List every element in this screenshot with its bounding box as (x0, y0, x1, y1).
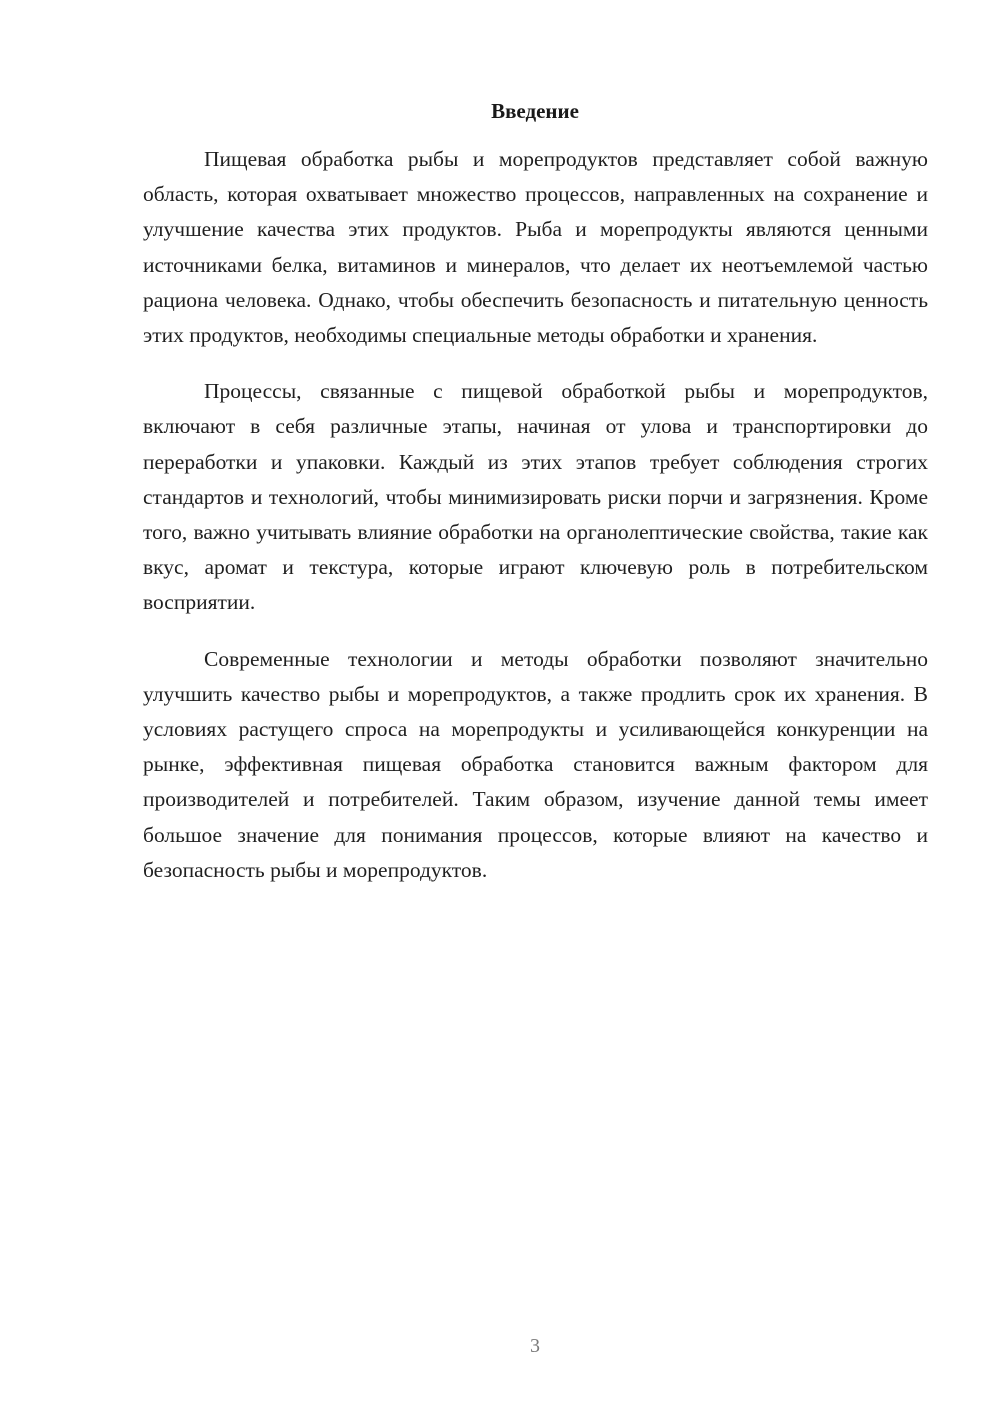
page-number: 3 (530, 1335, 540, 1357)
section-title: Введение (491, 99, 579, 123)
paragraph-3: Современные технологии и методы обработки позволяют значительно улучшить качество рыбы и морепродуктов, а также продлить срок их хранения. В условиях растущего спроса на морепродукты и усиливающейся конкуренции на рынке, эффективная пищевая обработка становится важным фактором для производителей и потребителей. Таким образом, изучение данной темы имеет большое значение для понимания процессов, которые влияют на качество и безопасность рыбы и морепродуктов. (143, 646, 928, 882)
body-text (143, 142, 928, 909)
paragraph-1: Пищевая обработка рыбы и морепродуктов представляет собой важную область, которая охватывает множество процессов, направленных на сохранение и улучшение качества этих продуктов. Рыба и морепродукты являются ценными источниками белка, витаминов и минералов, что делает их неотъемлемой частью рациона человека. Однако, чтобы обеспечить безопасность и питательную ценность этих продуктов, необходимы специальные методы обработки и хранения. (143, 147, 928, 348)
paragraph-2: Процессы, связанные с пищевой обработкой рыбы и морепродуктов, включают в себя различные этапы, начиная от улова и транспортировки до переработки и упаковки. Каждый из этих этапов требует соблюдения строгих стандартов и технологий, чтобы минимизировать риски порчи и загрязнения. Кроме того, важно учитывать влияние обработки на органолептические свойства, такие как вкус, аромат и текстура, которые играют ключевую роль в потребительском восприятии. (143, 379, 928, 615)
